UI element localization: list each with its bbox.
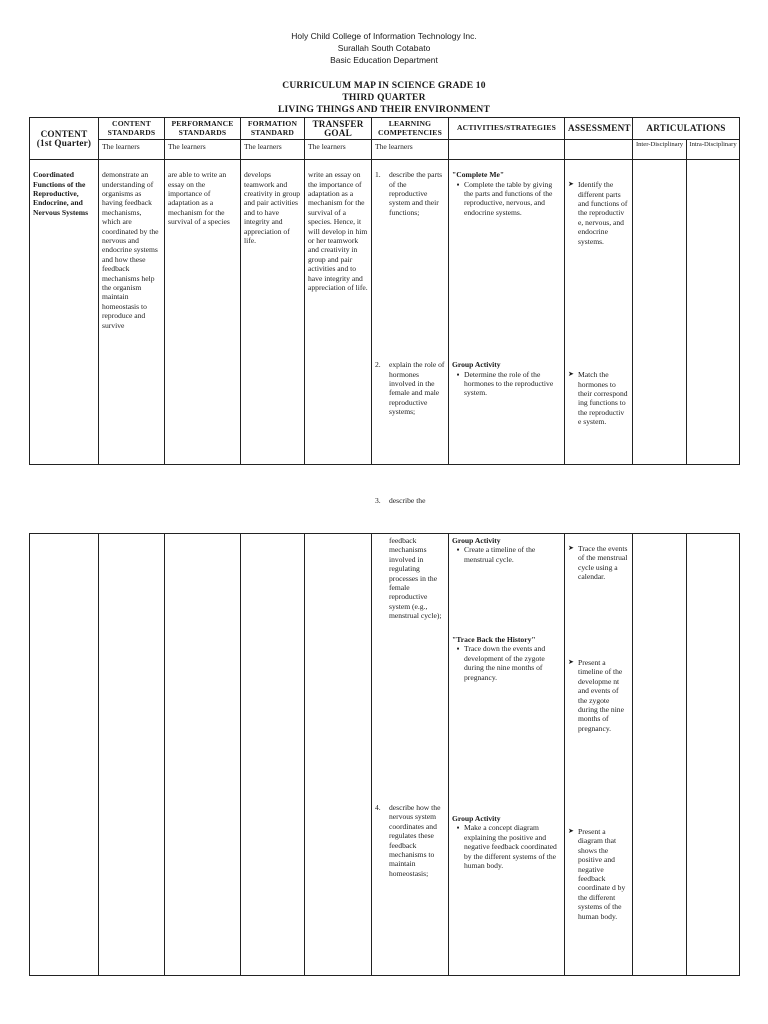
transfer-goal-text: write an essay on the importance of adaptation as a mechanism for the survival of a species. Hence, it will develop in him or her teamwork and creativity in group and pair activities and to have integrity and appreciation of life.: [305, 160, 372, 465]
learners-label: The learners: [165, 140, 241, 160]
col-header-transfer-goal: TRANSFER GOAL: [305, 118, 372, 140]
document-title: CURRICULUM MAP IN SCIENCE GRADE 10: [282, 81, 486, 91]
competency-item: 1. describe the parts of the reproductive system and their functions;: [375, 170, 443, 217]
activity-item: ▪ Determine the role of the hormones to the reproductive system.: [456, 369, 554, 398]
activity-title: Group Activity: [452, 536, 501, 545]
content-standards-text: demonstrate an understanding of organisms as having feedback mechanisms, which are coordinated by the nervous and endocrine systems and how these feedback mechanisms help the organism maintain homeostasis to reproduce and survive: [99, 160, 165, 465]
competency-item: 2. explain the role of hormones involved in the female and male reproductive systems;: [375, 360, 445, 417]
curriculum-table-page1: [29, 117, 740, 506]
quarter-title: THIRD QUARTER: [342, 93, 426, 103]
activity-item: ▪ Complete the table by giving the parts and functions of the reproductive, nervous, and endocrine systems.: [456, 179, 553, 217]
activity-item: ▪ Trace down the events and development of the zygote during the nine months of pregnancy.: [456, 644, 546, 682]
competencies-cell: [372, 160, 449, 506]
activity-title: "Complete Me": [452, 170, 505, 180]
assessment-cell: [565, 534, 633, 976]
assessment-item: ➤ Trace the events of the menstrual cycle using a calendar.: [568, 544, 628, 582]
activities-cell: [449, 534, 565, 976]
assessment-item: ➤ Present a timeline of the developme nt and events of the zygote during the nine months of pregnancy.: [568, 658, 624, 733]
competencies-cell: [372, 534, 449, 976]
col-header-formation-standard: FORMATION STANDARD: [241, 118, 305, 140]
col-header-articulations: ARTICULATIONS: [633, 118, 740, 140]
activity-title: Group Activity: [452, 814, 501, 823]
unit-title: LIVING THINGS AND THEIR ENVIRONMENT: [278, 105, 490, 115]
performance-standards-text: are able to write an essay on the importance of adaptation as a mechanism for the survival of a species: [165, 160, 241, 465]
col-header-assessment: ASSESSMENT: [565, 118, 633, 140]
assessment-item: ➤ Identify the different parts and functions of the reproductiv e, nervous, and endocrine systems.: [568, 180, 628, 246]
curriculum-table-page2: [29, 533, 740, 976]
competency-item: 3. describe the: [375, 496, 426, 506]
learners-label: The learners: [99, 140, 165, 160]
activity-title: Group Activity: [452, 360, 501, 370]
col-header-activities: ACTIVITIES/STRATEGIES: [449, 118, 565, 140]
learners-label: The learners: [305, 140, 372, 160]
assessment-item: ➤ Match the hormones to their correspond ing functions to the reproductiv e system.: [568, 370, 628, 427]
learners-label: The learners: [241, 140, 305, 160]
col-header-intra-disciplinary: Intra-Disciplinary: [687, 140, 740, 160]
learners-label: The learners: [372, 140, 449, 160]
col-header-content: CONTENT (1st Quarter): [30, 118, 99, 160]
activities-cell: [449, 160, 565, 465]
col-header-performance-standards: PERFORMANCE STANDARDS: [165, 118, 241, 140]
competency-item: feedback mechanisms involved in regulating processes in the female reproductive system (e.g., menstrual cycle);: [389, 536, 442, 621]
department-name: Basic Education Department: [330, 55, 438, 65]
content-topic: Coordinated Functions of the Reproductive, Endocrine, and Nervous Systems: [30, 160, 99, 465]
school-address: Surallah South Cotabato: [337, 43, 431, 53]
col-header-inter-disciplinary: Inter-Disciplinary: [633, 140, 687, 160]
activity-title: "Trace Back the History": [452, 635, 536, 644]
content-quarter: (1st Quarter): [36, 137, 92, 148]
assessment-item: ➤ Present a diagram that shows the positive and negative feedback coordinate d by the different systems of the human body.: [568, 827, 626, 921]
competency-item: 4. describe how the nervous system coordinates and regulates these feedback mechanisms to maintain homeostasis;: [375, 803, 441, 878]
activity-item: ▪ Create a timeline of the menstrual cycle.: [456, 545, 536, 564]
formation-standard-text: develops teamwork and creativity in group and pair activities and to have integrity and appreciation of life.: [241, 160, 305, 465]
col-header-content-standards: CONTENT STANDARDS: [99, 118, 165, 140]
assessment-cell: [565, 160, 633, 465]
activity-item: ▪ Make a concept diagram explaining the positive and negative feedback coordinated by the different systems of the human body.: [456, 823, 557, 871]
school-name: Holy Child College of Information Technology Inc.: [291, 31, 477, 41]
col-header-learning-competencies: LEARNING COMPETENCIES: [372, 118, 449, 140]
